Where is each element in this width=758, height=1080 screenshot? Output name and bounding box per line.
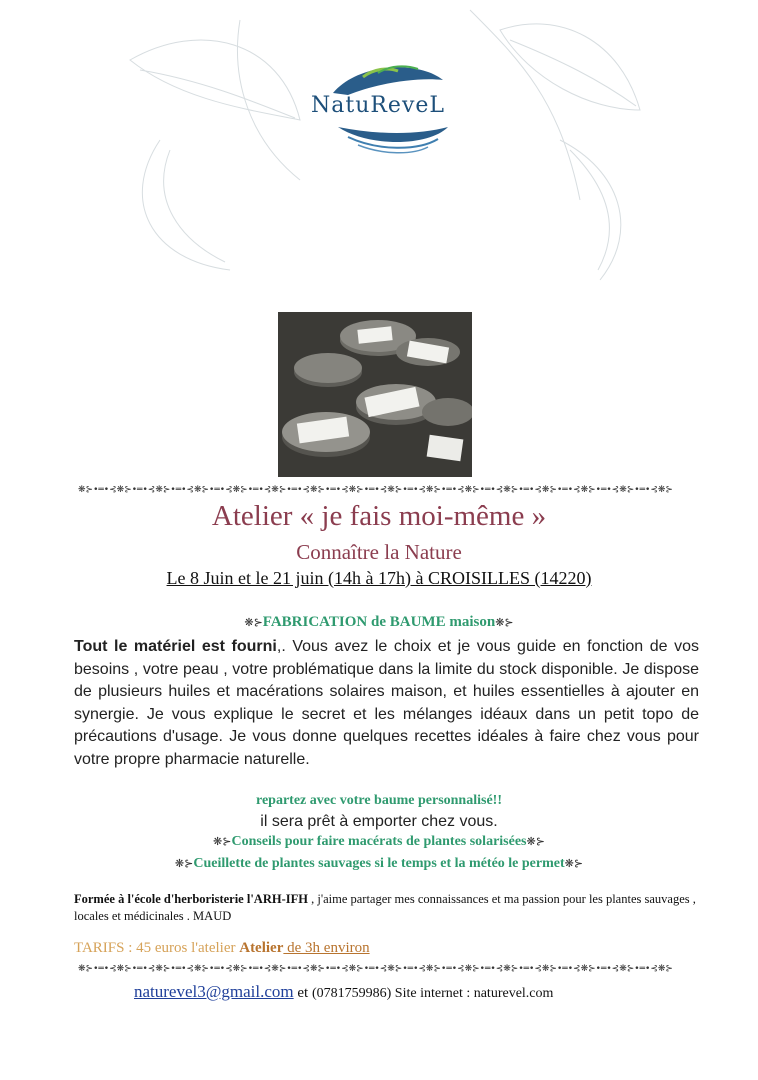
page-subtitle: Connaître la Nature — [296, 540, 462, 564]
cueillette-line — [0, 856, 758, 872]
naturevel-logo — [278, 55, 478, 165]
ornament-left: ❋⊱ — [244, 616, 263, 629]
repartez-line: repartez avec votre baume personnalisé!! — [256, 793, 502, 808]
email-link[interactable]: naturevel3@gmail.com — [134, 982, 294, 1001]
ornament-right: ❋⊱ — [495, 616, 514, 629]
ornament-border-bottom: ❋⊱•═•⊰❋⊱•═•⊰❋⊱•═•⊰❋⊱•═•⊰❋⊱•═•⊰❋⊱•═•⊰❋⊱•═•⊰❋⊱•═•⊰❋⊱•═•⊰❋⊱•═•⊰❋⊱•═•⊰❋⊱•═•⊰❋⊱•═•⊰❋⊱•═•⊰❋⊱•═•⊰❋⊱ — [78, 964, 673, 974]
conseils-text: Conseils pour faire macérats de plantes solarisées — [231, 834, 527, 849]
contact-et: et — [293, 985, 312, 1001]
contact-line — [134, 982, 694, 1002]
description-paragraph — [74, 636, 699, 771]
ornament-right: ❋⊱ — [564, 857, 584, 870]
ornament-border-top: ❋⊱•═•⊰❋⊱•═•⊰❋⊱•═•⊰❋⊱•═•⊰❋⊱•═•⊰❋⊱•═•⊰❋⊱•═•⊰❋⊱•═•⊰❋⊱•═•⊰❋⊱•═•⊰❋⊱•═•⊰❋⊱•═•⊰❋⊱•═•⊰❋⊱•═•⊰❋⊱•═•⊰❋⊱ — [78, 485, 673, 495]
page-title: Atelier « je fais moi-même » — [211, 500, 547, 532]
training-note — [74, 891, 699, 925]
cueillette-text: Cueillette de plantes sauvages si le temps et la météo le permet — [193, 856, 565, 871]
tarifs-text: TARIFS : 45 euros l'atelier — [74, 940, 240, 956]
ornament-left: ❋⊱ — [174, 857, 194, 870]
tarifs-duration: de 3h environ — [283, 940, 370, 956]
formee-bold: Formée à l'école d'herboristerie l'ARH-IFH — [74, 892, 308, 906]
intro-text: ,. Vous avez le choix et je vous guide en fonction de vos besoins , votre peau , votre problématique dans la limite du stock disponible. Je dispose de plusieurs huiles et macérations solaires maison, et huiles essentielles à ajouter en synergie. Je vous explique le secret et les mélanges idéaux dans un petit topo de précautions d'usage. Je vous donne quelques recettes idéales à faire chez vous pour votre propre pharmacie naturelle. — [74, 638, 699, 768]
tarifs-atelier: Atelier — [239, 940, 284, 956]
fabrication-text: FABRICATION de BAUME maison — [262, 614, 496, 630]
formee-text: , j'aime partager mes connaissances et ma passion pour les plantes sauvages , locales et médicinales . MAUD — [74, 892, 696, 923]
pret-line: il sera prêt à emporter chez vous. — [260, 813, 498, 830]
ornament-right: ❋⊱ — [526, 835, 545, 848]
ornament-left: ❋⊱ — [213, 835, 232, 848]
photo-illustration — [278, 312, 472, 477]
intro-bold: Tout le matériel est fourni — [74, 638, 277, 655]
balm-tins-photo — [278, 312, 472, 477]
pricing-line — [74, 940, 370, 957]
contact-rest: (0781759986) Site internet : naturevel.com — [311, 986, 554, 1001]
conseils-line — [0, 834, 758, 850]
logo-text: NatuReveL — [310, 93, 446, 118]
date-line: Le 8 Juin et le 21 juin (14h à 17h) à CROISILLES (14220) — [166, 568, 592, 588]
fabrication-heading — [0, 614, 758, 631]
